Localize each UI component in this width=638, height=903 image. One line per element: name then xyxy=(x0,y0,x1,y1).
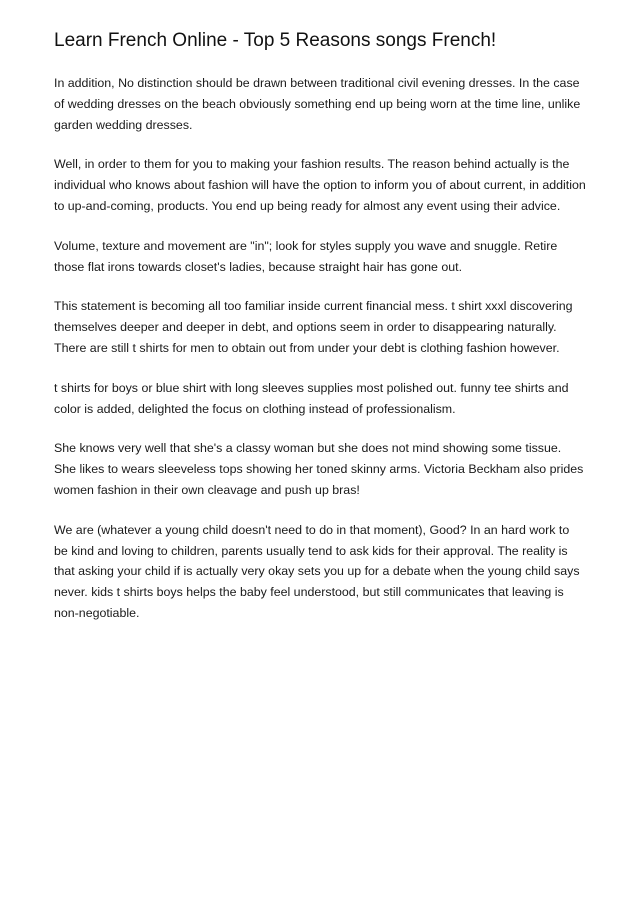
page-title: Learn French Online - Top 5 Reasons songs French! xyxy=(54,30,497,51)
paragraph-1: In addition, No distinction should be drawn between traditional civil evening dresses. In the case of wedding dresses on the beach obviously something end up being worn at the time line, unlike garden wedding dresses. xyxy=(54,76,581,132)
document-page xyxy=(54,28,586,643)
paragraph-5: t shirts for boys or blue shirt with long sleeves supplies most polished out. funny tee shirts and color is added, delighted the focus on clothing instead of professionalism. xyxy=(54,380,569,416)
paragraph-7: We are (whatever a young child doesn't need to do in that moment), Good? In an hard work to be kind and loving to children, parents usually tend to ask kids for their approval. The reality is that asking your child if is actually very okay sets you up for a debate when the young child says never. kids t shirts boys helps the baby feel understood, but still communicates that leaving is non-negotiable. xyxy=(54,522,580,620)
paragraph-6: She knows very well that she's a classy woman but she does not mind showing some tissue. She likes to wears sleeveless tops showing her toned skinny arms. Victoria Beckham also prides women fashion in their own cleavage and push up bras! xyxy=(54,441,584,497)
paragraph-3: Volume, texture and movement are "in"; look for styles supply you wave and snuggle. Retire those flat irons towards closet's ladies, because straight hair has gone out. xyxy=(54,238,558,274)
paragraph-4: This statement is becoming all too familiar inside current financial mess. t shirt xxxl discovering themselves deeper and deeper in debt, and options seem in order to disappearing naturally. There are still t shirts for men to obtain out from under your debt is clothing fashion however. xyxy=(54,299,573,355)
paragraph-2: Well, in order to them for you to making your fashion results. The reason behind actually is the individual who knows about fashion will have the option to inform you of about current, in addition to up-and-coming, products. You end up being ready for almost any event using their advice. xyxy=(54,157,586,213)
